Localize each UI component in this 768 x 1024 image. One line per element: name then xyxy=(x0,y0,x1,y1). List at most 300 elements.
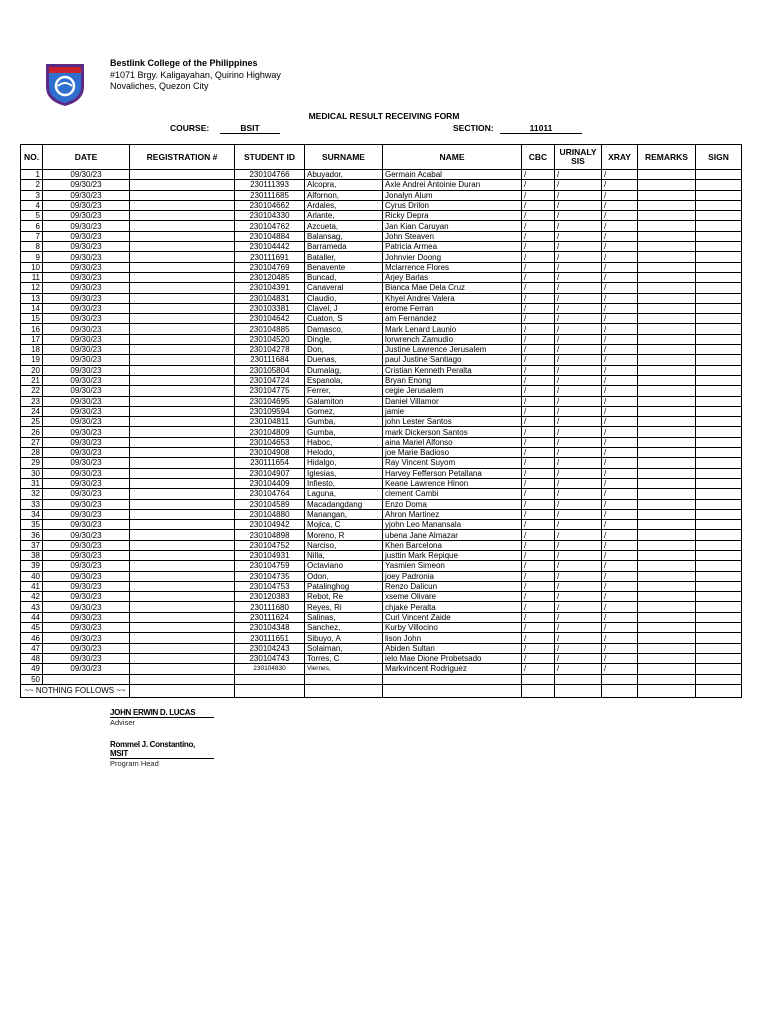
row-sign xyxy=(696,262,742,272)
row-name: Axle Andrei Antoinie Duran xyxy=(383,180,522,190)
row-xray: / xyxy=(602,448,638,458)
row-cbc: / xyxy=(522,170,555,180)
row-urinalysis: / xyxy=(555,602,602,612)
row-remarks xyxy=(638,602,696,612)
header-student-id: STUDENT ID xyxy=(235,145,305,170)
row-xray: / xyxy=(602,489,638,499)
row-xray: / xyxy=(602,231,638,241)
row-registration xyxy=(130,448,235,458)
table-row xyxy=(21,242,742,252)
row-name: John Steaven xyxy=(383,231,522,241)
row-number: 5 xyxy=(21,211,43,221)
row-number: 7 xyxy=(21,231,43,241)
row-surname: Bataller, xyxy=(305,252,383,262)
row-surname: Viernes, xyxy=(305,664,383,674)
row-xray: / xyxy=(602,355,638,365)
row-urinalysis: / xyxy=(555,561,602,571)
row-cbc: / xyxy=(522,623,555,633)
row-number: 11 xyxy=(21,272,43,282)
row-registration xyxy=(130,180,235,190)
row-registration xyxy=(130,355,235,365)
row-urinalysis: / xyxy=(555,540,602,550)
row-surname: Don, xyxy=(305,345,383,355)
row-xray: / xyxy=(602,324,638,334)
row-sign xyxy=(696,345,742,355)
table-row xyxy=(21,231,742,241)
row-student-id: 230104830 xyxy=(235,664,305,674)
row-remarks xyxy=(638,468,696,478)
row-urinalysis: / xyxy=(555,190,602,200)
row-urinalysis: / xyxy=(555,581,602,591)
row-surname xyxy=(305,674,383,684)
row-xray: / xyxy=(602,396,638,406)
row-number: 36 xyxy=(21,530,43,540)
row-remarks xyxy=(638,345,696,355)
row-date: 09/30/23 xyxy=(43,170,130,180)
row-student-id: 230104766 xyxy=(235,170,305,180)
row-surname: Duenas, xyxy=(305,355,383,365)
row-surname: Macadangdang xyxy=(305,499,383,509)
row-name: Arjey Barlas xyxy=(383,272,522,282)
row-date: 09/30/23 xyxy=(43,262,130,272)
row-cbc: / xyxy=(522,375,555,385)
table-row xyxy=(21,509,742,519)
table-row xyxy=(21,458,742,468)
row-urinalysis: / xyxy=(555,200,602,210)
adviser-role: Adviser xyxy=(110,718,136,727)
table-row xyxy=(21,581,742,591)
row-date: 09/30/23 xyxy=(43,375,130,385)
row-student-id: 230104769 xyxy=(235,262,305,272)
table-row xyxy=(21,303,742,313)
row-student-id: 230111651 xyxy=(235,633,305,643)
row-number: 28 xyxy=(21,448,43,458)
row-surname: Haboc, xyxy=(305,437,383,447)
row-number: 22 xyxy=(21,386,43,396)
row-remarks xyxy=(638,653,696,663)
empty-cell xyxy=(638,684,696,697)
row-urinalysis: / xyxy=(555,571,602,581)
row-registration xyxy=(130,664,235,674)
row-sign xyxy=(696,602,742,612)
row-surname: Canaveral xyxy=(305,283,383,293)
row-sign xyxy=(696,365,742,375)
row-name: Yasmien Simeon xyxy=(383,561,522,571)
table-row xyxy=(21,561,742,571)
row-remarks xyxy=(638,272,696,282)
table-row xyxy=(21,417,742,427)
row-cbc: / xyxy=(522,602,555,612)
row-remarks xyxy=(638,489,696,499)
row-date: 09/30/23 xyxy=(43,283,130,293)
row-student-id: 230104831 xyxy=(235,293,305,303)
empty-cell xyxy=(602,684,638,697)
header-surname: SURNAME xyxy=(305,145,383,170)
row-cbc: / xyxy=(522,540,555,550)
row-sign xyxy=(696,406,742,416)
section-label: SECTION: xyxy=(453,123,494,133)
row-date: 09/30/23 xyxy=(43,653,130,663)
table-row xyxy=(21,283,742,293)
row-registration xyxy=(130,293,235,303)
row-remarks xyxy=(638,509,696,519)
row-urinalysis: / xyxy=(555,592,602,602)
row-sign xyxy=(696,211,742,221)
row-urinalysis: / xyxy=(555,550,602,560)
header-urinalysis-text: URINALYSIS xyxy=(559,147,597,166)
table-row xyxy=(21,262,742,272)
row-cbc: / xyxy=(522,303,555,313)
row-student-id: 230104442 xyxy=(235,242,305,252)
row-date: 09/30/23 xyxy=(43,581,130,591)
row-name: Renzo Dalicun xyxy=(383,581,522,591)
table-row xyxy=(21,272,742,282)
row-xray: / xyxy=(602,365,638,375)
row-date: 09/30/23 xyxy=(43,406,130,416)
row-xray: / xyxy=(602,499,638,509)
row-urinalysis: / xyxy=(555,180,602,190)
table-row xyxy=(21,612,742,622)
row-xray: / xyxy=(602,520,638,530)
row-registration xyxy=(130,375,235,385)
row-sign xyxy=(696,653,742,663)
row-xray: / xyxy=(602,633,638,643)
row-number: 17 xyxy=(21,334,43,344)
row-date: 09/30/23 xyxy=(43,365,130,375)
row-name: joe Marie Badioso xyxy=(383,448,522,458)
row-cbc: / xyxy=(522,365,555,375)
row-urinalysis: / xyxy=(555,252,602,262)
row-xray: / xyxy=(602,417,638,427)
row-student-id: 230104884 xyxy=(235,231,305,241)
row-registration xyxy=(130,417,235,427)
row-remarks xyxy=(638,571,696,581)
row-student-id: 230104348 xyxy=(235,623,305,633)
row-number: 33 xyxy=(21,499,43,509)
row-registration xyxy=(130,242,235,252)
row-urinalysis: / xyxy=(555,345,602,355)
row-name: Mark Lenard Launio xyxy=(383,324,522,334)
table-row xyxy=(21,252,742,262)
row-date: 09/30/23 xyxy=(43,633,130,643)
row-surname: Alcopra, xyxy=(305,180,383,190)
row-sign xyxy=(696,375,742,385)
row-surname: Narciso, xyxy=(305,540,383,550)
table-row xyxy=(21,664,742,674)
row-number: 38 xyxy=(21,550,43,560)
row-remarks xyxy=(638,180,696,190)
row-number: 6 xyxy=(21,221,43,231)
row-cbc: / xyxy=(522,520,555,530)
row-date: 09/30/23 xyxy=(43,612,130,622)
table-row xyxy=(21,334,742,344)
row-registration xyxy=(130,324,235,334)
row-student-id: 230103381 xyxy=(235,303,305,313)
table-row xyxy=(21,324,742,334)
row-xray: / xyxy=(602,530,638,540)
table-row xyxy=(21,530,742,540)
row-sign xyxy=(696,386,742,396)
row-registration xyxy=(130,653,235,663)
row-student-id: 230111684 xyxy=(235,355,305,365)
table-row xyxy=(21,386,742,396)
table-row xyxy=(21,520,742,530)
row-student-id: 230104520 xyxy=(235,334,305,344)
row-date: 09/30/23 xyxy=(43,540,130,550)
row-remarks xyxy=(638,406,696,416)
row-remarks xyxy=(638,386,696,396)
row-date: 09/30/23 xyxy=(43,643,130,653)
row-name: xseme Olivare xyxy=(383,592,522,602)
row-xray: / xyxy=(602,571,638,581)
row-date: 09/30/23 xyxy=(43,520,130,530)
row-student-id: 230111685 xyxy=(235,190,305,200)
row-registration xyxy=(130,221,235,231)
row-name: Abiden Sultan xyxy=(383,643,522,653)
table-row xyxy=(21,200,742,210)
row-date: 09/30/23 xyxy=(43,211,130,221)
row-name: john Lester Santos xyxy=(383,417,522,427)
row-student-id: 230104931 xyxy=(235,550,305,560)
row-registration xyxy=(130,170,235,180)
row-cbc xyxy=(522,674,555,684)
row-student-id: 230111691 xyxy=(235,252,305,262)
row-xray: / xyxy=(602,592,638,602)
row-remarks xyxy=(638,499,696,509)
table-row xyxy=(21,478,742,488)
row-registration xyxy=(130,252,235,262)
row-registration xyxy=(130,602,235,612)
row-surname: Gumba, xyxy=(305,427,383,437)
program-head-role: Program Head xyxy=(110,759,159,768)
row-name: Harvey Fefferson Petallana xyxy=(383,468,522,478)
table-row xyxy=(21,396,742,406)
row-cbc: / xyxy=(522,643,555,653)
row-student-id: 230104809 xyxy=(235,427,305,437)
row-cbc: / xyxy=(522,355,555,365)
row-sign xyxy=(696,633,742,643)
row-remarks xyxy=(638,190,696,200)
row-urinalysis: / xyxy=(555,221,602,231)
row-surname: Claudio, xyxy=(305,293,383,303)
row-urinalysis: / xyxy=(555,211,602,221)
school-address-line-2: Novaliches, Quezon City xyxy=(110,81,209,91)
row-remarks xyxy=(638,365,696,375)
row-date: 09/30/23 xyxy=(43,550,130,560)
row-surname: Gumba, xyxy=(305,417,383,427)
row-number: 31 xyxy=(21,478,43,488)
row-urinalysis: / xyxy=(555,509,602,519)
row-xray: / xyxy=(602,643,638,653)
table-row xyxy=(21,170,742,180)
row-number: 4 xyxy=(21,200,43,210)
row-remarks xyxy=(638,643,696,653)
row-number: 30 xyxy=(21,468,43,478)
header-no: NO. xyxy=(21,145,43,170)
row-date: 09/30/23 xyxy=(43,396,130,406)
row-surname: Dingle, xyxy=(305,334,383,344)
row-registration xyxy=(130,200,235,210)
school-logo xyxy=(44,61,86,107)
header-remarks: REMARKS xyxy=(638,145,696,170)
row-date: 09/30/23 xyxy=(43,242,130,252)
row-urinalysis: / xyxy=(555,386,602,396)
row-registration xyxy=(130,406,235,416)
row-registration xyxy=(130,643,235,653)
row-urinalysis: / xyxy=(555,272,602,282)
program-head-name: Rommel J. Constantino, MSIT xyxy=(110,740,214,759)
row-number: 41 xyxy=(21,581,43,591)
row-cbc: / xyxy=(522,633,555,643)
row-registration xyxy=(130,437,235,447)
row-cbc: / xyxy=(522,190,555,200)
row-student-id: 230104942 xyxy=(235,520,305,530)
row-remarks xyxy=(638,478,696,488)
row-registration xyxy=(130,386,235,396)
row-urinalysis: / xyxy=(555,417,602,427)
row-cbc: / xyxy=(522,571,555,581)
header-cbc: CBC xyxy=(522,145,555,170)
course-label: COURSE: xyxy=(170,123,210,133)
row-cbc: / xyxy=(522,489,555,499)
row-date: 09/30/23 xyxy=(43,200,130,210)
table-row xyxy=(21,293,742,303)
row-remarks xyxy=(638,561,696,571)
row-name: Germain Acabal xyxy=(383,170,522,180)
row-student-id: 230104662 xyxy=(235,200,305,210)
table-row xyxy=(21,592,742,602)
row-student-id: 230104743 xyxy=(235,653,305,663)
row-surname: Balansag, xyxy=(305,231,383,241)
table-row xyxy=(21,180,742,190)
table-row xyxy=(21,633,742,643)
row-registration xyxy=(130,468,235,478)
row-registration xyxy=(130,365,235,375)
row-student-id: 230120485 xyxy=(235,272,305,282)
row-xray: / xyxy=(602,468,638,478)
row-surname: Sibuyo, A xyxy=(305,633,383,643)
row-number: 40 xyxy=(21,571,43,581)
row-name: mark Dickerson Santos xyxy=(383,427,522,437)
row-surname: Patalinghog xyxy=(305,581,383,591)
row-registration xyxy=(130,345,235,355)
row-xray: / xyxy=(602,211,638,221)
row-urinalysis: / xyxy=(555,314,602,324)
row-xray: / xyxy=(602,540,638,550)
row-date: 09/30/23 xyxy=(43,272,130,282)
row-sign xyxy=(696,190,742,200)
table-row xyxy=(21,427,742,437)
row-registration xyxy=(130,674,235,684)
row-xray: / xyxy=(602,283,638,293)
row-registration xyxy=(130,592,235,602)
row-date: 09/30/23 xyxy=(43,468,130,478)
row-xray: / xyxy=(602,334,638,344)
row-cbc: / xyxy=(522,262,555,272)
row-remarks xyxy=(638,242,696,252)
row-remarks xyxy=(638,592,696,602)
row-urinalysis: / xyxy=(555,458,602,468)
row-cbc: / xyxy=(522,211,555,221)
empty-cell xyxy=(305,684,383,697)
row-cbc: / xyxy=(522,592,555,602)
row-name: Kurby Villocino xyxy=(383,623,522,633)
row-student-id: 230104642 xyxy=(235,314,305,324)
table-header-row xyxy=(21,145,742,170)
row-registration xyxy=(130,581,235,591)
header-registration: REGISTRATION # xyxy=(130,145,235,170)
row-student-id: 230120383 xyxy=(235,592,305,602)
row-urinalysis: / xyxy=(555,643,602,653)
nothing-follows-row xyxy=(21,684,742,697)
row-sign xyxy=(696,458,742,468)
row-remarks xyxy=(638,252,696,262)
row-cbc: / xyxy=(522,561,555,571)
row-sign xyxy=(696,664,742,674)
row-surname: Dumalag, xyxy=(305,365,383,375)
row-number: 44 xyxy=(21,612,43,622)
row-xray: / xyxy=(602,303,638,313)
row-name: chjake Peralta xyxy=(383,602,522,612)
row-registration xyxy=(130,303,235,313)
row-date: 09/30/23 xyxy=(43,334,130,344)
row-urinalysis: / xyxy=(555,530,602,540)
row-urinalysis: / xyxy=(555,262,602,272)
row-urinalysis: / xyxy=(555,324,602,334)
row-xray: / xyxy=(602,386,638,396)
row-number: 19 xyxy=(21,355,43,365)
row-date: 09/30/23 xyxy=(43,664,130,674)
row-name: am Fernandez xyxy=(383,314,522,324)
row-sign xyxy=(696,499,742,509)
row-urinalysis: / xyxy=(555,303,602,313)
row-surname: Buncad, xyxy=(305,272,383,282)
empty-cell xyxy=(130,684,235,697)
row-name: lison John xyxy=(383,633,522,643)
table-row xyxy=(21,375,742,385)
row-name: jamie xyxy=(383,406,522,416)
row-date: 09/30/23 xyxy=(43,355,130,365)
row-student-id: 230105804 xyxy=(235,365,305,375)
row-urinalysis: / xyxy=(555,355,602,365)
row-remarks xyxy=(638,262,696,272)
table-row xyxy=(21,365,742,375)
row-xray: / xyxy=(602,664,638,674)
row-urinalysis: / xyxy=(555,437,602,447)
row-student-id: 230104885 xyxy=(235,324,305,334)
row-date: 09/30/23 xyxy=(43,180,130,190)
row-sign xyxy=(696,571,742,581)
row-sign xyxy=(696,293,742,303)
row-remarks xyxy=(638,530,696,540)
row-xray: / xyxy=(602,561,638,571)
row-remarks xyxy=(638,633,696,643)
row-student-id: 230104391 xyxy=(235,283,305,293)
row-student-id: 230104243 xyxy=(235,643,305,653)
row-registration xyxy=(130,231,235,241)
row-date: 09/30/23 xyxy=(43,427,130,437)
empty-cell xyxy=(522,684,555,697)
row-sign xyxy=(696,355,742,365)
row-remarks xyxy=(638,458,696,468)
row-cbc: / xyxy=(522,200,555,210)
row-urinalysis: / xyxy=(555,664,602,674)
row-registration xyxy=(130,530,235,540)
row-name: Cyrus Drilon xyxy=(383,200,522,210)
row-date: 09/30/23 xyxy=(43,561,130,571)
course-value: BSIT xyxy=(220,123,280,134)
row-xray: / xyxy=(602,550,638,560)
